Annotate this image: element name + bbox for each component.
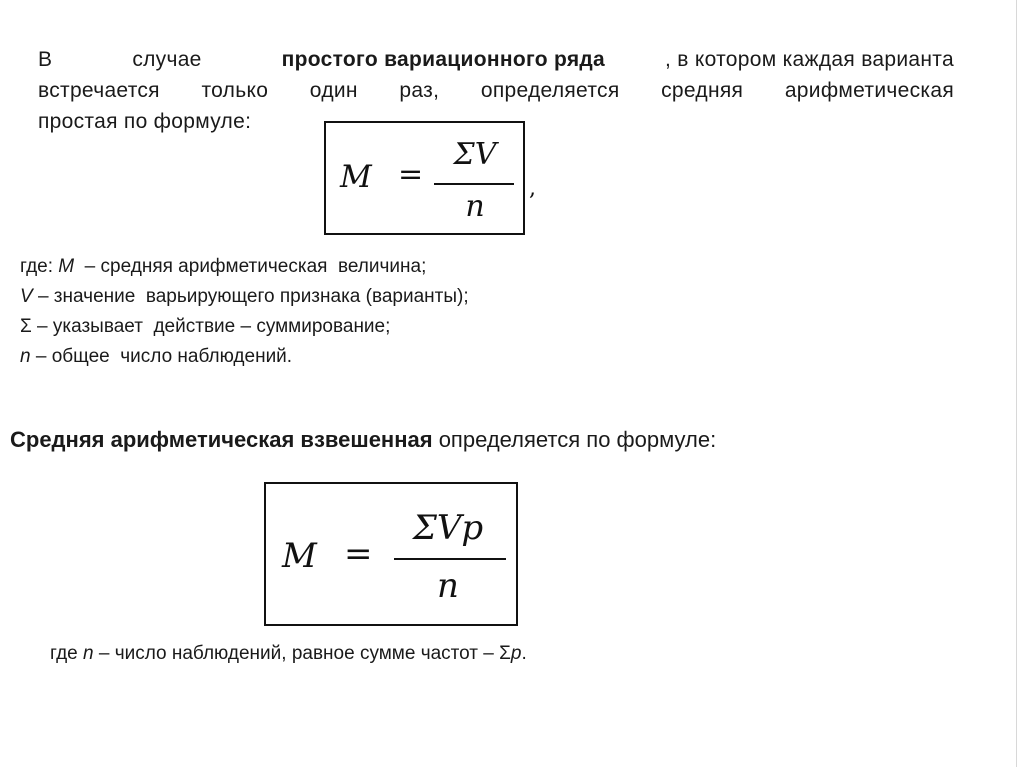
formula-simple-denominator: n	[465, 189, 485, 224]
formula-weighted-numerator: ΣVp	[412, 508, 484, 548]
definition-sum-text: – указывает действие – суммирование;	[31, 316, 391, 337]
definition-symbol-m: М	[58, 256, 75, 277]
note-prefix: где	[50, 643, 84, 664]
formula-simple-mean	[324, 121, 525, 235]
weighted-mean-bold: Средняя арифметическая взвешенная	[10, 427, 433, 452]
definition-symbol-v: V	[20, 286, 33, 307]
note-suffix: .	[521, 643, 527, 664]
formula-weighted-equals: =	[344, 534, 373, 574]
intro-line-1	[38, 44, 954, 75]
definitions-list	[20, 252, 660, 372]
note-middle: – число наблюдений, равное сумме частот – Σ	[93, 643, 511, 664]
intro-line-3-text: простая по формуле:	[38, 110, 252, 133]
definition-variant-text: – значение варьирующего признака (варианты);	[32, 286, 469, 307]
slide-edge-divider	[1016, 0, 1017, 767]
formula-simple-comma: ,	[529, 176, 536, 201]
definition-variant	[20, 282, 660, 312]
definition-count	[20, 342, 660, 372]
formula-weighted-fraction-bar	[394, 558, 506, 560]
intro-word-1: В	[38, 48, 53, 71]
formula-weighted-mean	[264, 482, 518, 626]
definition-symbol-sigma: Σ	[20, 316, 32, 337]
formula-weighted-lhs: M	[282, 536, 317, 576]
definition-mean-text: – средняя арифметическая величина;	[74, 256, 427, 277]
intro-line-2-text: встречается только один раз, определяется средняя арифметическая	[38, 79, 954, 102]
formula-weighted-denominator: n	[437, 566, 459, 606]
formula-simple-fraction-bar	[434, 183, 514, 185]
intro-word-2: случае	[132, 48, 202, 71]
definition-count-text: – общее число наблюдений.	[30, 346, 293, 367]
definition-mean	[20, 252, 660, 282]
formula-simple-equals: =	[398, 157, 424, 192]
intro-bold-term: простого вариационного ряда	[281, 48, 605, 71]
weighted-mean-rest: определяется по формуле:	[432, 427, 717, 452]
formula-simple-lhs: M	[340, 159, 372, 195]
formula-simple-numerator: ΣV	[453, 137, 497, 172]
definition-symbol-n: n	[20, 346, 31, 367]
definition-sum	[20, 312, 660, 342]
intro-line-2	[38, 75, 954, 106]
note-symbol-n: n	[83, 643, 94, 664]
note-symbol-p: p	[510, 643, 522, 664]
weighted-mean-heading	[10, 425, 716, 455]
definition-prefix: где:	[20, 256, 59, 277]
intro-line-1-rest: , в котором каждая варианта	[665, 48, 954, 71]
weighted-note	[50, 641, 527, 667]
